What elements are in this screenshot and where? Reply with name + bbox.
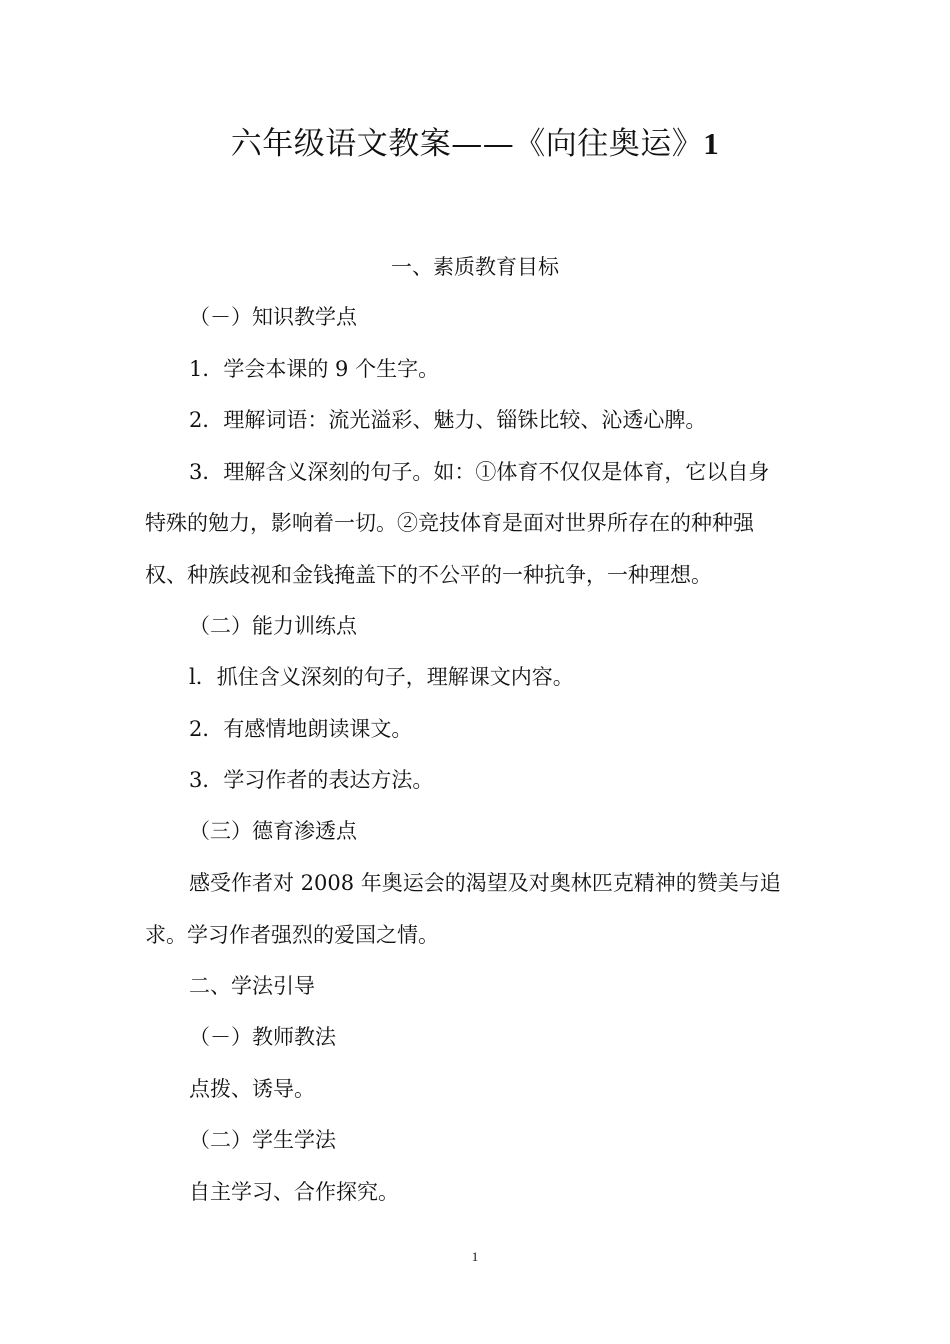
title-number: 1 [703, 126, 720, 161]
knowledge-item-1: 1．学会本课的 9 个生字。 [189, 357, 440, 381]
knowledge-item-3-line3: 权、种族歧视和金钱掩盖下的不公平的一种抗争，一种理想。 [145, 563, 712, 587]
student-method-heading: （二）学生学法 [189, 1128, 336, 1152]
teacher-method-heading: （－）教师教法 [189, 1025, 336, 1049]
section2-heading: 二、学法引导 [189, 974, 315, 998]
knowledge-item-2: 2．理解词语：流光溢彩、魅力、锱铢比较、沁透心脾。 [189, 408, 707, 432]
moral-heading: （三）德育渗透点 [189, 819, 357, 843]
document-title [0, 118, 950, 163]
ability-item-3: 3．学习作者的表达方法。 [189, 768, 434, 792]
knowledge-item-3-line2: 特殊的勉力，影响着一切。②竞技体育是面对世界所存在的种种强 [145, 511, 754, 535]
title-text: 六年级语文教案——《向往奥运》 [230, 126, 704, 162]
page-number: 1 [471, 1249, 479, 1264]
knowledge-heading: （－）知识教学点 [189, 305, 357, 329]
teacher-method-text: 点拨、诱导。 [189, 1077, 315, 1101]
moral-text-line2: 求。学习作者强烈的爱国之情。 [145, 923, 439, 947]
student-method-text: 自主学习、合作探究。 [189, 1180, 399, 1204]
moral-text-line1: 感受作者对 2008 年奥运会的渴望及对奥林匹克精神的赞美与追 [189, 871, 781, 895]
ability-item-1: l．抓住含义深刻的句子，理解课文内容。 [189, 665, 574, 689]
ability-item-2: 2．有感情地朗读课文。 [189, 717, 413, 741]
section1-heading: 一、素质教育目标 [391, 255, 559, 279]
knowledge-item-3-line1: 3．理解含义深刻的句子。如：①体育不仅仅是体育，它以自身 [189, 460, 770, 484]
ability-heading: （二）能力训练点 [189, 614, 357, 638]
